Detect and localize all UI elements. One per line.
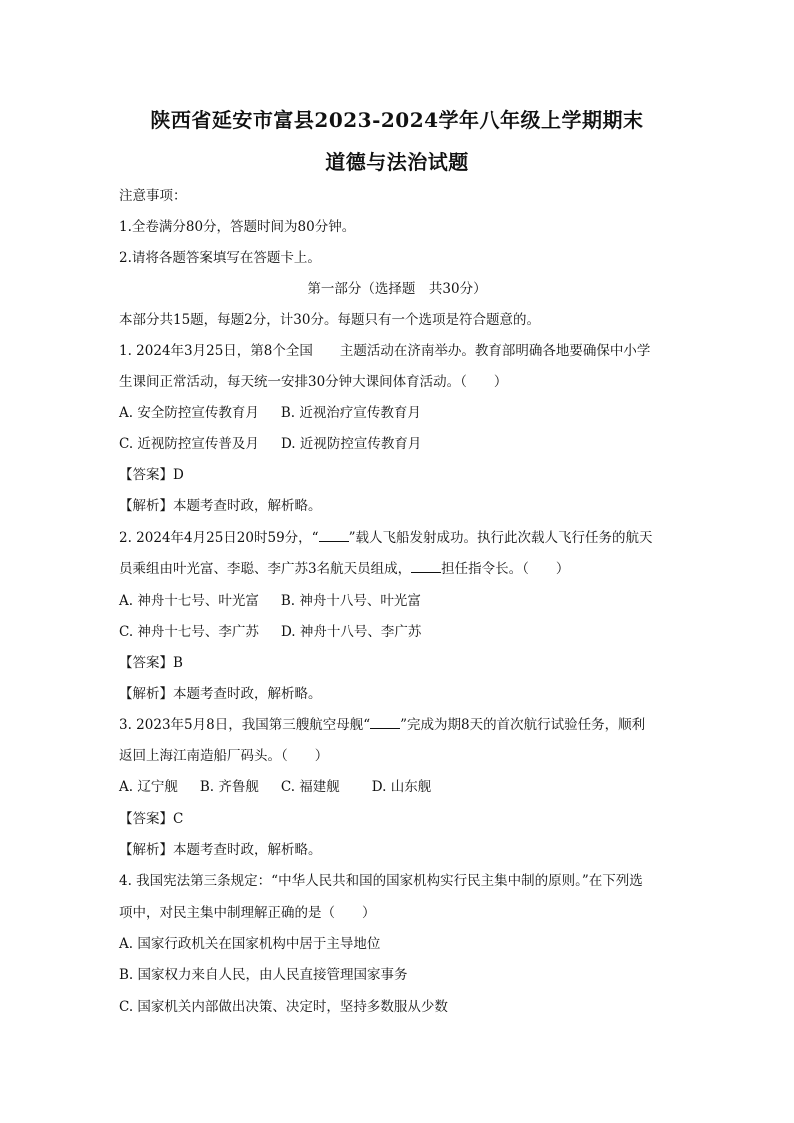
question-4-stem: 项中，对民主集中制理解正确的是（ ）: [119, 905, 376, 921]
option-d: D. 山东舰: [371, 779, 432, 795]
question-2-options-row: [119, 623, 421, 641]
option-c: C. 近视防控宣传普及月: [119, 436, 259, 452]
question-1-analysis: 【解析】本题考查时政，解析略。: [119, 498, 322, 514]
question-2-stem: [119, 529, 652, 547]
option-d: D. 神舟十八号、李广苏: [280, 624, 422, 640]
option-a: A. 辽宁舰: [119, 779, 178, 795]
option-a: A. 国家行政机关在国家机构中居于主导地位: [119, 936, 381, 952]
question-4-stem: 4. 我国宪法第三条规定：“中华人民共和国的国家机构实行民主集中制的原则。”在下列选: [119, 873, 643, 889]
exam-subtitle: 道德与法治试题: [325, 150, 469, 174]
option-b: B. 神舟十八号、叶光富: [280, 593, 421, 609]
stem-text: ”载人飞船发射成功。执行此次载人飞行任务的航天: [348, 530, 653, 546]
note-item: 1.全卷满分80分，答题时间为80分钟。: [119, 219, 356, 235]
stem-text: 3. 2023年5月8日，我国第三艘航空母舰“: [119, 717, 371, 733]
fill-blank: [370, 716, 400, 729]
option-b: B. 近视治疗宣传教育月: [280, 405, 421, 421]
question-3-stem: 返回上海江南造船厂码头。（ ）: [119, 748, 329, 764]
note-item: 2.请将各题答案填写在答题卡上。: [119, 250, 321, 266]
option-b: B. 国家权力来自人民，由人民直接管理国家事务: [119, 967, 408, 983]
stem-text: 2. 2024年4月25日20时59分，“: [119, 530, 319, 546]
exam-title: 陕西省延安市富县2023-2024学年八年级上学期期末: [150, 108, 644, 132]
fill-blank: [411, 560, 441, 573]
option-a: A. 神舟十七号、叶光富: [119, 593, 259, 609]
question-3-analysis: 【解析】本题考查时政，解析略。: [119, 842, 322, 858]
stem-text: 担任指令长。（ ）: [441, 561, 570, 577]
question-2-stem: [119, 560, 569, 578]
question-1-options-row: [119, 404, 421, 422]
question-3-stem: [119, 716, 645, 734]
stem-text: 员乘组由叶光富、李聪、李广苏3名航天员组成，: [119, 561, 412, 577]
question-1-answer: 【答案】D: [119, 467, 184, 483]
notes-heading: 注意事项：: [119, 188, 187, 204]
question-1-options-row: [119, 435, 421, 453]
question-3-options-row: [119, 778, 431, 796]
fill-blank: [319, 529, 349, 542]
stem-text: ”完成为期8天的首次航行试验任务，顺利: [400, 717, 646, 733]
option-b: B. 齐鲁舰: [199, 779, 259, 795]
question-2-analysis: 【解析】本题考查时政，解析略。: [119, 686, 322, 702]
question-1-stem: 1. 2024年3月25日，第8个全国 主题活动在济南举办。教育部明确各地要确保中小学: [119, 343, 651, 359]
option-c: C. 福建舰: [280, 779, 340, 795]
question-2-options-row: [119, 592, 421, 610]
question-1-stem: 生课间正常活动，每天统一安排30分钟大课间体育活动。（ ）: [119, 374, 508, 390]
option-c: C. 神舟十七号、李广苏: [119, 624, 259, 640]
section-title: 第一部分（选择题 共30分）: [307, 281, 487, 297]
question-2-answer: 【答案】B: [119, 655, 183, 671]
question-3-answer: 【答案】C: [119, 811, 184, 827]
option-a: A. 安全防控宣传教育月: [119, 405, 259, 421]
option-d: D. 近视防控宣传教育月: [280, 436, 422, 452]
option-c: C. 国家机关内部做出决策、决定时，坚持多数服从少数: [119, 999, 448, 1015]
section-instruction: 本部分共15题，每题2分，计30分。每题只有一个选项是符合题意的。: [119, 312, 540, 328]
